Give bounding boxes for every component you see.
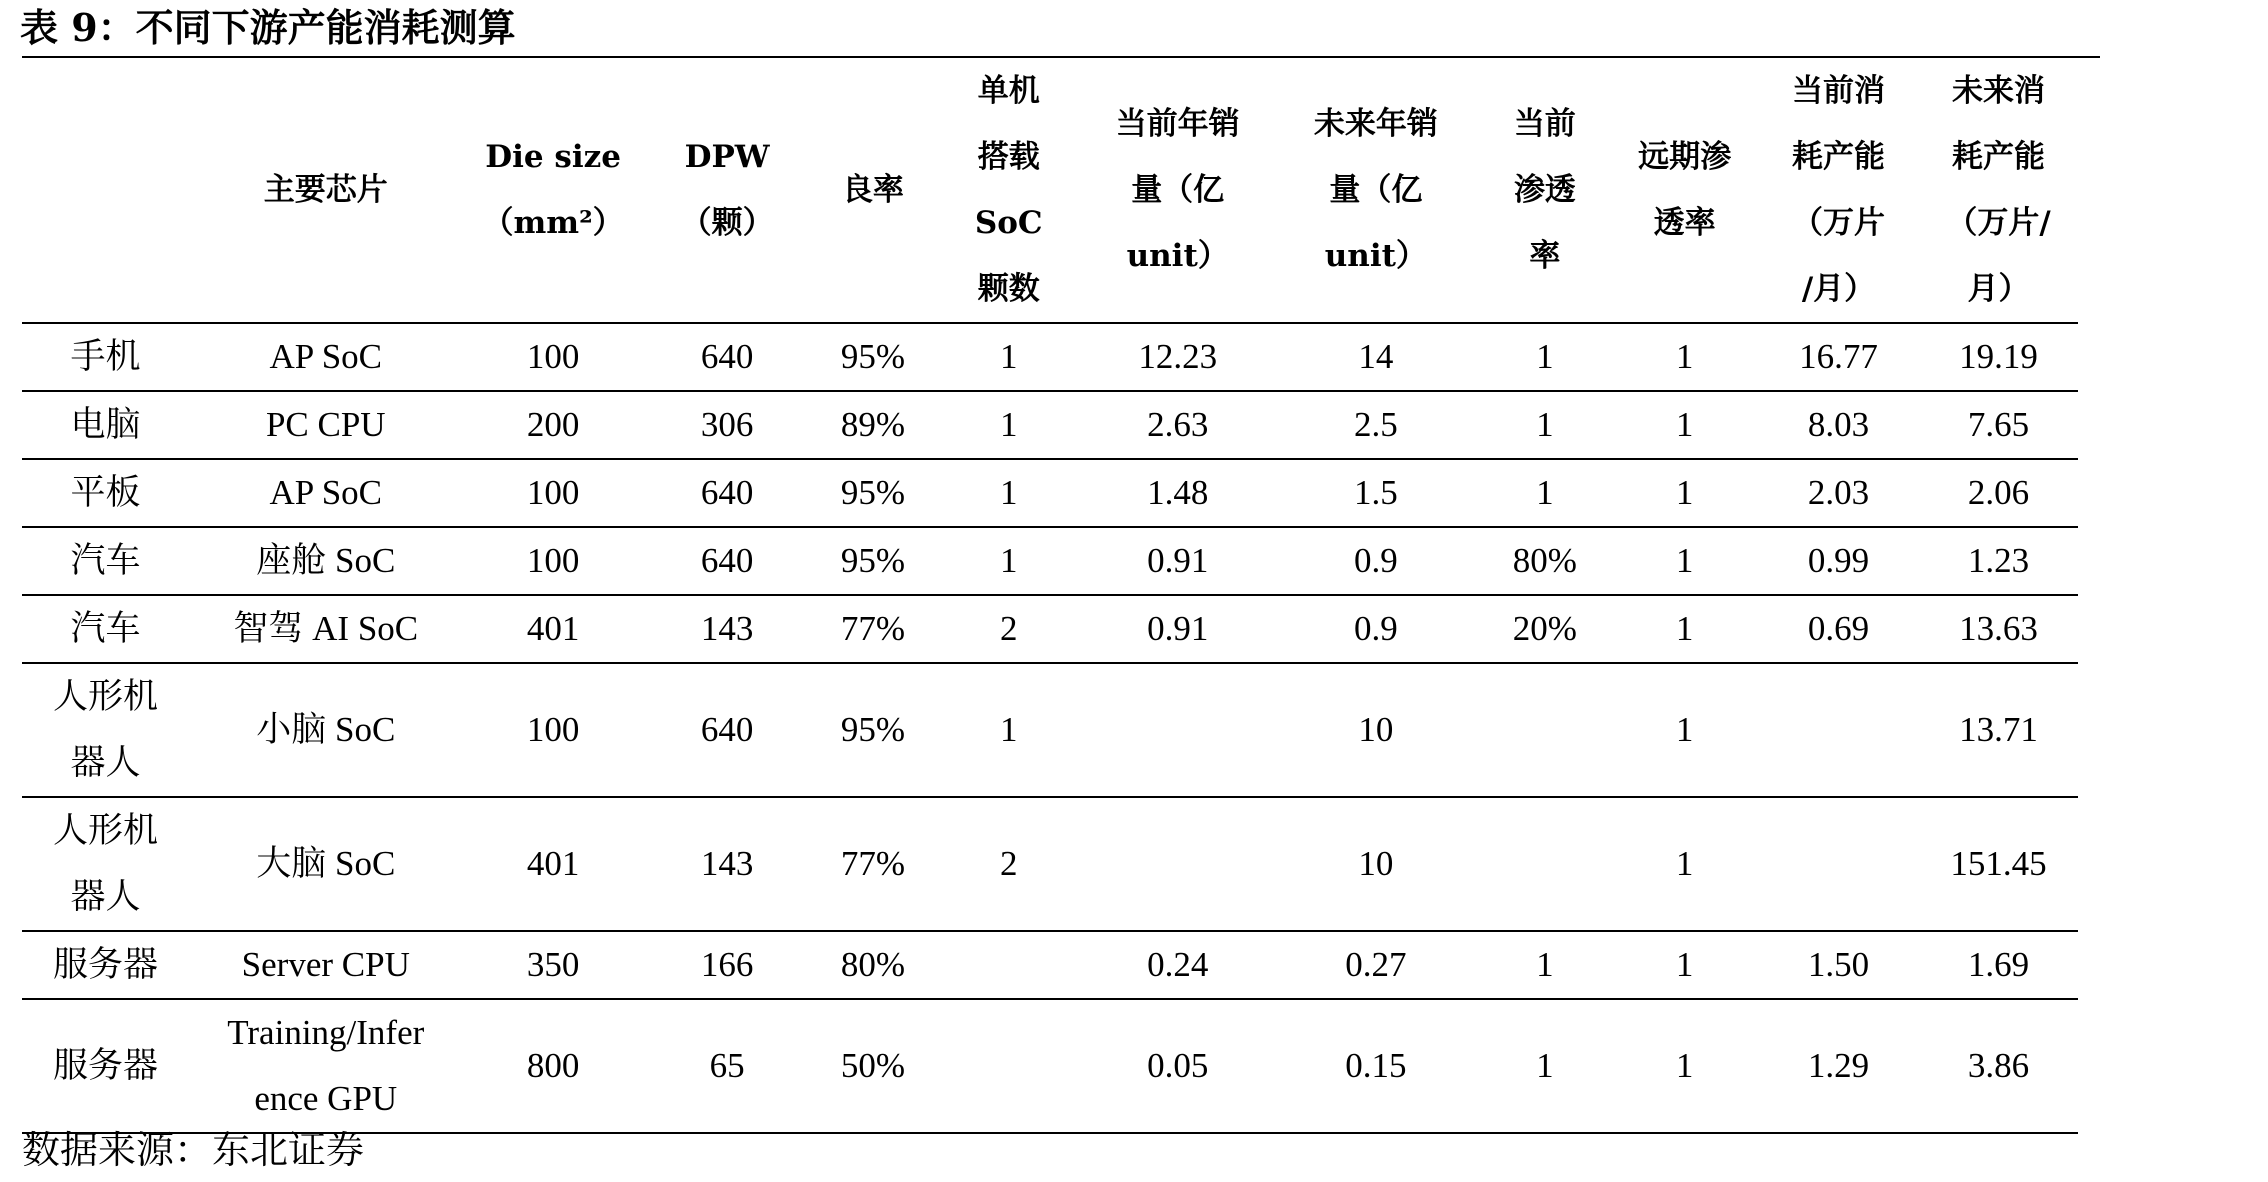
table-cell: 0.15 bbox=[1273, 999, 1478, 1133]
table-cell: 151.45 bbox=[1919, 797, 2078, 931]
table-cell: 2.63 bbox=[1082, 391, 1273, 459]
table-cell: 13.63 bbox=[1919, 595, 2078, 663]
table-cell: 2 bbox=[935, 595, 1082, 663]
table-cell: 77% bbox=[811, 595, 936, 663]
header-cell-current-penetration: 当前 渗透 率 bbox=[1478, 58, 1611, 323]
table-cell: 1 bbox=[1478, 323, 1611, 391]
table-cell: PC CPU bbox=[189, 391, 463, 459]
table-cell: 95% bbox=[811, 459, 936, 527]
table-cell: 0.91 bbox=[1082, 595, 1273, 663]
table-cell: 1 bbox=[1478, 391, 1611, 459]
table-cell: 服务器 bbox=[22, 931, 189, 999]
header-cell-yield: 良率 bbox=[811, 58, 936, 323]
table-cell: 服务器 bbox=[22, 999, 189, 1133]
header-cell-current-sales: 当前年销 量（亿 unit） bbox=[1082, 58, 1273, 323]
table-cell: 汽车 bbox=[22, 595, 189, 663]
table-cell: Server CPU bbox=[189, 931, 463, 999]
table-cell: 0.99 bbox=[1758, 527, 1919, 595]
table-cell: 座舱 SoC bbox=[189, 527, 463, 595]
table-cell: 1 bbox=[935, 391, 1082, 459]
data-table bbox=[22, 58, 2078, 1134]
table-cell: 100 bbox=[463, 663, 644, 797]
table-cell: AP SoC bbox=[189, 323, 463, 391]
table-cell: 1 bbox=[1611, 323, 1758, 391]
table-cell: 1 bbox=[1611, 999, 1758, 1133]
table-cell: 95% bbox=[811, 323, 936, 391]
header-cell-die-size: Die size （mm²） bbox=[463, 58, 644, 323]
table-cell: 166 bbox=[644, 931, 811, 999]
table-cell bbox=[1478, 663, 1611, 797]
table-cell: 640 bbox=[644, 527, 811, 595]
table-cell: 143 bbox=[644, 595, 811, 663]
table-cell: 800 bbox=[463, 999, 644, 1133]
table-header-row bbox=[22, 58, 2078, 323]
table-cell bbox=[1758, 663, 1919, 797]
table-row bbox=[22, 323, 2078, 391]
table-cell: 20% bbox=[1478, 595, 1611, 663]
table-cell: 1 bbox=[935, 527, 1082, 595]
table-cell: 3.86 bbox=[1919, 999, 2078, 1133]
table-cell: 95% bbox=[811, 527, 936, 595]
table-cell bbox=[935, 999, 1082, 1133]
table-row bbox=[22, 999, 2078, 1133]
table-cell: 0.05 bbox=[1082, 999, 1273, 1133]
table-cell: 1 bbox=[1611, 459, 1758, 527]
table-cell: 0.24 bbox=[1082, 931, 1273, 999]
table-row bbox=[22, 391, 2078, 459]
table-title: 表 9：不同下游产能消耗测算 bbox=[20, 5, 516, 50]
header-cell-main-chip: 主要芯片 bbox=[189, 58, 463, 323]
table-cell bbox=[935, 931, 1082, 999]
table-cell: 1.48 bbox=[1082, 459, 1273, 527]
table-cell: 0.9 bbox=[1273, 527, 1478, 595]
table-cell: 1 bbox=[1611, 663, 1758, 797]
table-cell: 89% bbox=[811, 391, 936, 459]
table-cell: 1 bbox=[935, 323, 1082, 391]
table-cell: 电脑 bbox=[22, 391, 189, 459]
table-cell: 640 bbox=[644, 663, 811, 797]
table-cell: 14 bbox=[1273, 323, 1478, 391]
table-row bbox=[22, 931, 2078, 999]
table-cell: 1 bbox=[1611, 797, 1758, 931]
table-cell: 1.5 bbox=[1273, 459, 1478, 527]
table-cell: 100 bbox=[463, 323, 644, 391]
table-cell: 手机 bbox=[22, 323, 189, 391]
table-cell: 80% bbox=[1478, 527, 1611, 595]
table-cell: 16.77 bbox=[1758, 323, 1919, 391]
table-cell: 640 bbox=[644, 459, 811, 527]
table-cell: 8.03 bbox=[1758, 391, 1919, 459]
table-cell: 13.71 bbox=[1919, 663, 2078, 797]
table-cell: 401 bbox=[463, 797, 644, 931]
table-cell: 1 bbox=[935, 459, 1082, 527]
table-row bbox=[22, 663, 2078, 797]
table-cell: 200 bbox=[463, 391, 644, 459]
table-cell: 0.9 bbox=[1273, 595, 1478, 663]
table-cell: 143 bbox=[644, 797, 811, 931]
table-cell: 2.5 bbox=[1273, 391, 1478, 459]
header-cell-future-capacity: 未来消 耗产能 （万片/ 月） bbox=[1919, 58, 2078, 323]
table-cell: 19.19 bbox=[1919, 323, 2078, 391]
table-cell: 80% bbox=[811, 931, 936, 999]
table-cell bbox=[1758, 797, 1919, 931]
table-cell: 100 bbox=[463, 459, 644, 527]
table-cell: 640 bbox=[644, 323, 811, 391]
table-cell bbox=[1082, 663, 1273, 797]
table-cell: 12.23 bbox=[1082, 323, 1273, 391]
table-cell: 1 bbox=[1478, 459, 1611, 527]
header-cell-long-term-penetration: 远期渗 透率 bbox=[1611, 58, 1758, 323]
table-cell: 10 bbox=[1273, 797, 1478, 931]
table-cell: 1.69 bbox=[1919, 931, 2078, 999]
table-row bbox=[22, 527, 2078, 595]
table-cell: 1.50 bbox=[1758, 931, 1919, 999]
table-cell: 77% bbox=[811, 797, 936, 931]
table-cell: 1 bbox=[1478, 999, 1611, 1133]
header-cell-dpw: DPW （颗） bbox=[644, 58, 811, 323]
table-cell: 1 bbox=[1611, 931, 1758, 999]
table-cell: 0.27 bbox=[1273, 931, 1478, 999]
table-cell: 10 bbox=[1273, 663, 1478, 797]
table-cell: 1 bbox=[1611, 595, 1758, 663]
header-cell-soc-count: 单机 搭载 SoC 颗数 bbox=[935, 58, 1082, 323]
table-cell bbox=[1082, 797, 1273, 931]
table-cell: 65 bbox=[644, 999, 811, 1133]
table-cell: Training/Infer ence GPU bbox=[189, 999, 463, 1133]
table-cell: AP SoC bbox=[189, 459, 463, 527]
header-cell-category bbox=[22, 58, 189, 323]
table-cell: 2.03 bbox=[1758, 459, 1919, 527]
table-cell: 汽车 bbox=[22, 527, 189, 595]
table-cell: 人形机 器人 bbox=[22, 797, 189, 931]
table-cell: 小脑 SoC bbox=[189, 663, 463, 797]
table-cell: 1 bbox=[1611, 391, 1758, 459]
table-cell: 0.91 bbox=[1082, 527, 1273, 595]
table-row bbox=[22, 797, 2078, 931]
table-cell: 350 bbox=[463, 931, 644, 999]
table-cell: 人形机 器人 bbox=[22, 663, 189, 797]
table-cell: 1 bbox=[935, 663, 1082, 797]
table-cell: 95% bbox=[811, 663, 936, 797]
table-cell: 0.69 bbox=[1758, 595, 1919, 663]
table-cell: 1.23 bbox=[1919, 527, 2078, 595]
table-cell: 1 bbox=[1478, 931, 1611, 999]
table-cell: 平板 bbox=[22, 459, 189, 527]
header-cell-current-capacity: 当前消 耗产能 （万片 /月） bbox=[1758, 58, 1919, 323]
table-cell: 100 bbox=[463, 527, 644, 595]
header-cell-future-sales: 未来年销 量（亿 unit） bbox=[1273, 58, 1478, 323]
table-row bbox=[22, 595, 2078, 663]
table-cell: 1 bbox=[1611, 527, 1758, 595]
table-cell: 401 bbox=[463, 595, 644, 663]
table-cell: 智驾 AI SoC bbox=[189, 595, 463, 663]
table-row bbox=[22, 459, 2078, 527]
table-cell: 2 bbox=[935, 797, 1082, 931]
table-cell: 大脑 SoC bbox=[189, 797, 463, 931]
table-cell bbox=[1478, 797, 1611, 931]
table-cell: 50% bbox=[811, 999, 936, 1133]
table-cell: 1.29 bbox=[1758, 999, 1919, 1133]
table-cell: 306 bbox=[644, 391, 811, 459]
table-cell: 7.65 bbox=[1919, 391, 2078, 459]
table-cell: 2.06 bbox=[1919, 459, 2078, 527]
source-note: 数据来源：东北证券 bbox=[22, 1128, 365, 1172]
